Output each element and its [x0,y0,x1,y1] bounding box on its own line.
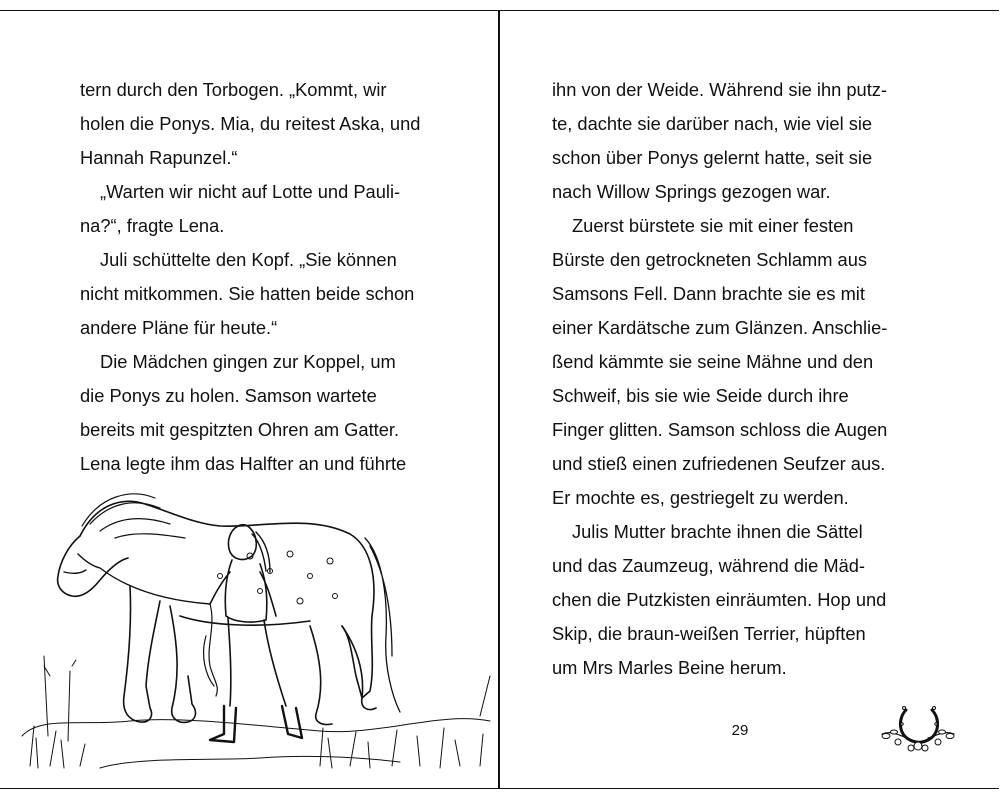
text-line: einer Kardätsche zum Glänzen. Anschlie- [552,317,888,338]
text-line: und das Zaumzeug, während die Mäd- [552,555,865,576]
text-line: Die Mädchen gingen zur Koppel, um [100,351,396,372]
text-line: Er mochte es, gestriegelt zu werden. [552,487,849,508]
text-line: ßend kämmte sie seine Mähne und den [552,351,874,372]
text-line: Lena legte ihm das Halfter an und führte [80,453,407,474]
text-line: Hannah Rapunzel.“ [80,147,238,168]
right-page-text [552,73,932,685]
text-line: na?“, fragte Lena. [80,215,225,236]
page-number: 29 [731,722,749,739]
horseshoe-flower-ornament-icon [878,700,958,756]
text-line: und stieß einen zufriedenen Seufzer aus. [552,453,886,474]
text-line: Zuerst bürstete sie mit einer festen [572,215,854,236]
girl-leading-pony-illustration [20,476,500,776]
text-line: nach Willow Springs gezogen war. [552,181,831,202]
text-line: Julis Mutter brachte ihnen die Sättel [572,521,863,542]
text-line: Juli schüttelte den Kopf. „Sie können [100,249,397,270]
right-page [500,0,1000,800]
text-line: te, dachte sie darüber nach, wie viel sie [552,113,873,134]
text-line: schon über Ponys gelernt hatte, seit sie [552,147,873,168]
text-line: bereits mit gespitzten Ohren am Gatter. [80,419,400,440]
text-line: chen die Putzkisten einräumten. Hop und [552,589,887,610]
text-line: tern durch den Torbogen. „Kommt, wir [80,79,387,100]
text-line: nicht mitkommen. Sie hatten beide schon [80,283,415,304]
left-page-text [80,73,460,481]
text-line: Skip, die braun-weißen Terrier, hüpften [552,623,866,644]
text-line: die Ponys zu holen. Samson wartete [80,385,377,406]
text-line: Finger glitten. Samson schloss die Augen [552,419,888,440]
left-page [0,0,498,800]
text-line: Schweif, bis sie wie Seide durch ihre [552,385,849,406]
text-line: andere Pläne für heute.“ [80,317,278,338]
text-line: holen die Ponys. Mia, du reitest Aska, und [80,113,421,134]
grass-strokes [22,656,490,768]
text-line: Bürste den getrockneten Schlamm aus [552,249,868,270]
text-line: „Warten wir nicht auf Lotte und Pauli- [100,181,401,202]
text-line: Samsons Fell. Dann brachte sie es mit [552,283,865,304]
text-line: um Mrs Marles Beine herum. [552,657,787,678]
text-line: ihn von der Weide. Während sie ihn putz- [552,79,887,100]
